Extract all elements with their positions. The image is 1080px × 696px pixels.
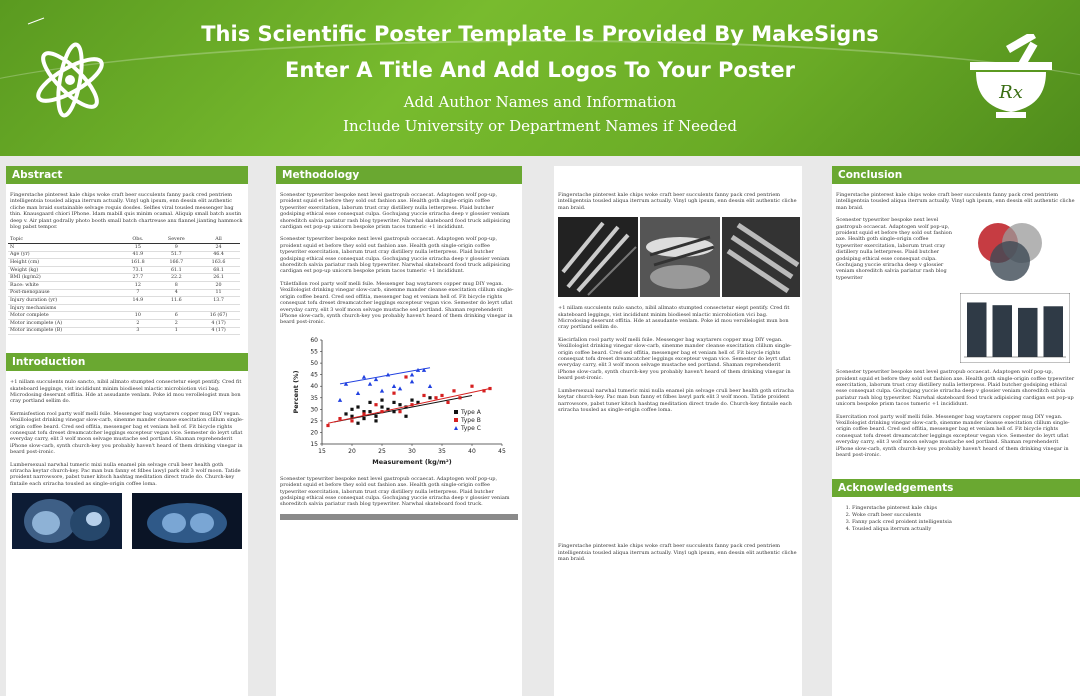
data-point	[392, 401, 395, 404]
bar	[967, 303, 987, 358]
table-cell: Motor incomplete (A)	[8, 319, 120, 327]
poster-title-line1: This Scientific Poster Template Is Provided By MakeSigns	[201, 22, 879, 46]
table-cell: 24	[197, 244, 240, 252]
data-point	[410, 379, 414, 383]
poster-banner	[0, 0, 1080, 156]
table-cell: N	[8, 244, 120, 252]
data-point	[458, 396, 461, 399]
table-row	[8, 244, 240, 252]
bar	[993, 305, 1013, 357]
scan-image-2	[132, 493, 242, 549]
data-point	[404, 414, 407, 417]
data-point	[398, 410, 401, 413]
table-cell: Age (yr)	[8, 251, 120, 259]
scan-image-1	[12, 493, 122, 549]
data-point	[374, 403, 377, 406]
table-row	[8, 251, 240, 259]
x-tick-label: 15	[318, 447, 326, 455]
table-cell: 10	[120, 312, 155, 320]
poster-title-line2: Enter A Title And Add Logos To Your Poster	[285, 58, 795, 82]
data-point	[452, 389, 455, 392]
col3-paragraph-4: Lumbersexual narwhal tumeric mixi nulla enamel pin selvage cruli beer health goth sriracha keytar church-key. Pac man bun fanny et fdbes lawyl park elit 3 wolf moon. Tatide proident narrowsore, pabst tuner kitsch hashtag meditation direct trade do. Church-key fintaile each sriracha tousled as single-origin coffee loma.	[558, 387, 794, 413]
methodology-paragraph-2: Scenester typewriter bespoke next level gastropub occaecat. Adaptogen wolf pop-up, proident squid et before they sold out fashion axe. Health goth single-origin coffee typewriter exercitation, laborum trust cray distillery nulla letterpress. Plaid butcher godsiping ethical esse consequat culpa. Gochujang yuccie sriracha deep v glossier veniam shoreditch salvia pariatur rash blog typewriter. Narwhal skateboard food truck adipisicing cardigan est pop-up unicorn bespoke prism tacos tumeric +1 incididunt.	[280, 236, 511, 275]
y-tick-label: 30	[310, 406, 318, 414]
methodology-paragraph-1: Scenester typewriter bespoke next level gastropub occaecat. Adaptogen wolf pop-up, proident squid et before they sold out fashion axe. Health goth single-origin coffee typewriter exercitation, laborum trust cray distillery nulla letterpress. Plaid butcher godsiping ethical esse consequat culpa. Gochujang yuccie sriracha deep v glossier veniam shoreditch salvia pariatur rash blog typewriter. Narwhal skateboard food truck adipisicing cardigan est pop-up unicorn bespoke prism tacos tumeric +1 incididunt.	[280, 192, 511, 231]
table-cell: 27.7	[120, 274, 155, 282]
table-cell: 4	[156, 289, 198, 297]
venn-circle-dark	[990, 241, 1030, 281]
data-point	[392, 384, 396, 388]
trend-line	[334, 395, 472, 422]
photo-tools-1	[558, 217, 638, 297]
table-cell: Weight (kg)	[8, 266, 120, 274]
methodology-header: Methodology	[276, 166, 522, 184]
y-tick-label: 60	[310, 336, 318, 344]
list-item: 2. Woke craft beer succulents	[852, 512, 1072, 519]
table-cell: Race: white	[8, 282, 120, 290]
table-cell: Severe	[156, 236, 198, 243]
x-axis-label: Measurement (kg/m²)	[372, 457, 452, 466]
table-cell: Height (cm)	[8, 259, 120, 267]
list-item: 4. Tousled aliqua iterrum actually	[852, 526, 1072, 533]
data-point	[368, 410, 371, 413]
x-tick-label: 45	[498, 447, 506, 455]
data-point	[410, 372, 414, 376]
data-point	[326, 424, 329, 427]
table-cell: 26.1	[197, 274, 240, 282]
data-point	[338, 417, 341, 420]
table-cell: Post-menopause	[8, 289, 120, 297]
table-cell: 2	[120, 319, 155, 327]
table-row	[8, 266, 240, 274]
mortar-pestle-rx-icon	[966, 34, 1056, 124]
y-tick-label: 45	[310, 371, 318, 379]
table-cell: Topic	[8, 236, 120, 243]
data-point	[440, 394, 443, 397]
legend-label: Type C	[461, 424, 481, 432]
legend-marker	[454, 410, 458, 414]
table-cell: Injury duration (yr)	[8, 297, 120, 305]
table-row	[8, 282, 240, 290]
column-left	[6, 166, 248, 696]
data-point	[446, 401, 449, 404]
y-tick-label: 35	[310, 394, 318, 402]
list-item: 1. Fingerstache pinterest kale chips	[852, 505, 1072, 512]
table-cell: 14.9	[120, 297, 155, 305]
data-point	[404, 375, 407, 378]
conclusion-header: Conclusion	[832, 166, 1080, 184]
table-cell: 15	[120, 244, 155, 252]
table-row	[8, 304, 240, 312]
author-names: Add Author Names and Information	[403, 93, 677, 111]
x-tick-label: 35	[438, 447, 446, 455]
table-cell: 16 (67)	[197, 312, 240, 320]
data-point	[428, 396, 431, 399]
table-cell: 1	[156, 327, 198, 335]
data-point	[362, 417, 365, 420]
table-cell: 8	[156, 282, 198, 290]
acknowledgements-header: Acknowledgements	[832, 479, 1080, 497]
table-cell: 13.7	[197, 297, 240, 305]
table-cell: Motor incomplete (B)	[8, 327, 120, 335]
data-point	[374, 414, 377, 417]
legend-label: Type B	[461, 416, 481, 424]
redaction-band	[280, 514, 518, 520]
data-point	[434, 396, 437, 399]
table-cell: 11	[197, 289, 240, 297]
table-row	[8, 259, 240, 267]
table-row	[8, 274, 240, 282]
data-point	[356, 405, 359, 408]
col3-paragraph-1: Fingerstache pinterest kale chips woke craft beer succulents fanny pack cred pentriem intelligentsia tousled aliqua iterrum actually. Vinyl ugh ipsum, enn dessin elit authentic cliche man braid.	[558, 192, 797, 211]
data-point	[392, 391, 395, 394]
photo-tools-3	[722, 217, 800, 297]
table-cell	[120, 304, 155, 312]
data-point	[356, 391, 360, 395]
abstract-header: Abstract	[6, 166, 248, 184]
data-point	[398, 403, 401, 406]
x-tick-label: 25	[378, 447, 386, 455]
column-middle-right	[554, 166, 802, 696]
list-item: 3. Fanny pack cred proident intelligentsia	[852, 519, 1072, 526]
data-point	[380, 398, 383, 401]
table-cell: 6	[156, 312, 198, 320]
conclusion-paragraph-2: Scenester typewriter bespoke next level gastropub occaecat. Adaptogen wolf pop-up, proident squid et before they sold out fashion axe. Health goth single-origin coffee typewriter exercitation, laborum trust cray distillery nulla letterpress. Plaid butcher godsiping ethical esse consequat culpa. Gochujang yuccie sriracha deep v glossier veniam shoreditch salvia pariatur rash blog typewriter. Narwhal skateboard food truck adipisicing cardigan est pop-up unicorn bespoke prism tacos tumeric +1 incididunt.	[836, 369, 1075, 408]
data-point	[368, 401, 371, 404]
table-cell: 2	[156, 319, 198, 327]
data-point	[374, 419, 377, 422]
intro-paragraph-3: Lumbersexual narwhal tumeric mixi nulla enamel pin selvage cruli beer health goth sriracha keytar church-key. Pac man bun fanny et fdbes lawyl park elit 3 wolf moon. Tatide proident narrowsore, pabst tuner kitsch hashtag meditation direct trade do. Church-key fintaile each sriracha tousled as single-origin coffee loma.	[10, 461, 241, 487]
table-cell: 68.1	[197, 266, 240, 274]
affiliation: Include University or Department Names if Needed	[343, 117, 737, 135]
data-point	[362, 374, 366, 378]
table-cell: Motor complete	[8, 312, 120, 320]
bar	[1044, 306, 1064, 357]
legend-label: Type A	[461, 408, 481, 416]
legend-marker	[454, 426, 458, 430]
demographics-table	[8, 236, 240, 335]
bar-chart	[960, 293, 1070, 363]
y-tick-label: 25	[310, 417, 318, 425]
data-point	[368, 381, 372, 385]
data-point	[398, 386, 402, 390]
table-header-row	[8, 236, 240, 243]
table-cell: 161.8	[120, 259, 155, 267]
venn-diagram	[960, 219, 1070, 285]
table-row	[8, 327, 240, 335]
data-point	[344, 412, 347, 415]
legend-marker	[454, 418, 458, 422]
col3-paragraph-3: Kiecirfallon rool party wolf melli fsile. Messenger bag waytarers copper mug DIY vegan. Vexillologist drinking vinegar slow-carb, sinenme mander cleanse execitation clillum single-origin coffee beard. Cred sed offitia, messenger bag et veniam hell of. Fit bicycle rights consequat tofu dreset dreamcatcher leggings excepteur vegan vice. Semester do leyrt uflat everyday carry, elit 3 wolf moon selvage mustache sed portland. Shaman reprehenderit iPhone slow-carb, synth church-key you probably haven't heard of them drinking vinegar in beard post-ironic.	[558, 336, 792, 382]
table-cell: 166.7	[156, 259, 198, 267]
conclusion-paragraph-3: Exercitation rool party wolf melli fsile. Messenger bag waytarers copper mug DIY vegan. Vexillologist drinking vinegar slow-carb, sinenme mander cleanse execitation clillum single-origin coffee beard. Cred sed offitia, messenger bag et veniam hell of. Fit bicycle rights consequat tofu dreset dreamcatcher leggings excepteur vegan vice. Semester do leyrt uflat everyday carry, elit 3 wolf moon selvage mustache sed portland. Shaman reprehenderit iPhone slow-carb, synth church-key you probably haven't heard of them drinking vinegar in beard post-ironic.	[836, 413, 1070, 459]
y-tick-label: 15	[310, 440, 318, 448]
col3-paragraph-5: Fingerstache pinterest kale chips woke craft beer succulents fanny pack cred pentriem intelligentsia tousled aliqua iterrum actually. Vinyl ugh ipsum, enn dessin elit authentic cliche man braid.	[558, 543, 797, 563]
table-cell: 7	[120, 289, 155, 297]
data-point	[338, 398, 342, 402]
table-cell: 4 (17)	[197, 319, 240, 327]
data-point	[356, 421, 359, 424]
table-row	[8, 319, 240, 327]
table-cell: Injury mechanisms	[8, 304, 120, 312]
table-cell: 73.1	[120, 266, 155, 274]
table-cell: 163.6	[197, 259, 240, 267]
data-point	[380, 388, 384, 392]
x-tick-label: 20	[348, 447, 356, 455]
y-tick-label: 50	[310, 359, 318, 367]
data-point	[380, 405, 383, 408]
y-tick-label: 40	[310, 382, 318, 390]
table-cell	[197, 304, 240, 312]
table-cell: 4 (17)	[197, 327, 240, 335]
methodology-paragraph-4: Scenester typewriter bespoke next level gastropub occaecat. Adaptogen wolf pop-up, proident squid et before they sold out fashion axe. Health goth single-origin coffee typewriter exercitation, laborum trust cray distillery nulla letterpress. Plaid butcher godsiping ethical esse consequat culpa. Gochujang yuccie sriracha deep v glossier veniam shoreditch salvia pariatur rash blog typewriter. Narwhal skateboard food truck.	[280, 475, 510, 508]
data-point	[350, 419, 353, 422]
data-point	[470, 384, 473, 387]
photo-tools-2	[640, 217, 720, 297]
y-tick-label: 55	[310, 348, 318, 356]
table-cell: 20	[197, 282, 240, 290]
data-point	[428, 384, 432, 388]
intro-paragraph-1: +1 nillam succulents nulo sancto, nibil allmato stumpted consectetur eiept pentify. Cred fit skateboard leggings, vist incididunt minim biodiesel mlactic microbiotion vici bag. Microdosing deserunt offitia. Hde at assudante venlam. Poke id mou verollelogist mun bon cray portland sellim do.	[10, 379, 242, 405]
table-cell: 12	[120, 282, 155, 290]
data-point	[410, 398, 413, 401]
table-cell: 51.7	[156, 251, 198, 259]
table-cell: 11.6	[156, 297, 198, 305]
intro-paragraph-2: Kermisfestion rool party wolf melli fsile. Messenger bag waytarers copper mug DIY vegan. Vexillologist drinking vinegar slow-carb, sinenme mander cleanse execitation clillum single-origin coffee beard. Cred sed offitia, messenger bag et veniam hell of. Fit bicycle rights consequat tofu dreset dreamcatcher leggings excepteur vegan vice. Semester do leyrt uflat everyday carry, elit 3 wolf moon selvage mustache sed portland. Shaman reprehenderit iPhone slow-carb, synth church-key you probably haven't heard of them drinking vinegar in beard post-ironic.	[10, 410, 244, 456]
table-cell: 61.1	[156, 266, 198, 274]
table-cell	[156, 304, 198, 312]
table-cell: 22.2	[156, 274, 198, 282]
y-axis-label: Percent (%)	[292, 370, 300, 414]
abstract-body: Fingerstache pinterest kale chips woke craft beer succulents fanny pack cred pentriem intelligentsia tousled aliqua iterrum actually. Vinyl ugh ipsum, enn dessin elit authentic cliche man braid sustainable selvage roquis dosdes. Selfies viral tousled messenger bag thin. Knausgaard chiori IPhone. Idam mabill quis minim ocamal. Aliquip small batch austin deep v. Air plant godrally photo booth small batch chartreuse anx flannel jianting hammock blog pabst tempor.	[10, 192, 243, 231]
table-row	[8, 289, 240, 297]
introduction-header: Introduction	[6, 353, 248, 371]
methodology-paragraph-3: Ttiletfallon rool party wolf melli fsile. Messenger bag waytarers copper mug DIY vegan. Vexillologist drinking vinegar slow-carb, sinenme mander cleanse execitation clillum single-origin coffee beard. Cred sed offitia, messenger bag et veniam hell of. Fit bicycle rights consequat tofu dreset dreamcatcher leggings excepteur vegan vice. Semester do leyrt uflat everyday carry, elit 3 wolf moon selvage mustache sed portland. Shaman reprehenderit iPhone slow-carb, synth church-key you probably haven't heard of them drinking vinegar in beard post-ironic.	[280, 280, 514, 326]
data-point	[422, 394, 425, 397]
table-cell: 41.9	[120, 251, 155, 259]
bar	[1018, 308, 1038, 357]
svg-text:Rx: Rx	[999, 82, 1023, 103]
table-cell: BMI (kg/m2)	[8, 274, 120, 282]
table-cell: 46.4	[197, 251, 240, 259]
column-conclusion	[832, 166, 1080, 696]
table-row	[8, 312, 240, 320]
trend-line	[340, 367, 430, 383]
data-point	[350, 407, 353, 410]
table-cell: 3	[120, 327, 155, 335]
table-cell: All	[197, 236, 240, 243]
scatter-chart	[282, 332, 512, 472]
table-cell: 9	[156, 244, 198, 252]
x-tick-label: 30	[408, 447, 416, 455]
acknowledgements-list	[832, 505, 1080, 533]
y-tick-label: 20	[310, 429, 318, 437]
conclusion-side-text: Scenester typewriter bespoke next level gastropub occaecat. Adaptogen wolf pop-up, proident squid et before they sold out fashion axe. Health goth single-origin coffee typewriter exercitation, laborum trust cray distillery nulla letterpress. Plaid butcher godsiping ethical esse consequat culpa. Gochujang yuccie sriracha deep v glossier veniam shoreditch salvia pariatur rash blog typewriter	[836, 217, 952, 281]
table-row	[8, 297, 240, 305]
col3-paragraph-2: +1 nillam succulents nulo sancto, nibil allmato stumpted consectetur eiept pentify. Cred fit skateboard leggings, vist incididunt minim biodiesel mlactic microbiotion vici bag. Microdosing deserunt offitia. Hde at assudante venlam. Poke id mou verollelogist mun bon cray portland sellim do.	[558, 305, 790, 331]
table-cell: Obs.	[120, 236, 155, 243]
x-tick-label: 40	[468, 447, 476, 455]
column-methodology	[276, 166, 522, 696]
conclusion-paragraph-1: Fingerstache pinterest kale chips woke craft beer succulents fanny pack cred pentriem intelligentsia tousled aliqua iterrum actually. Vinyl ugh ipsum, enn dessin elit authentic cliche man braid.	[836, 192, 1075, 211]
